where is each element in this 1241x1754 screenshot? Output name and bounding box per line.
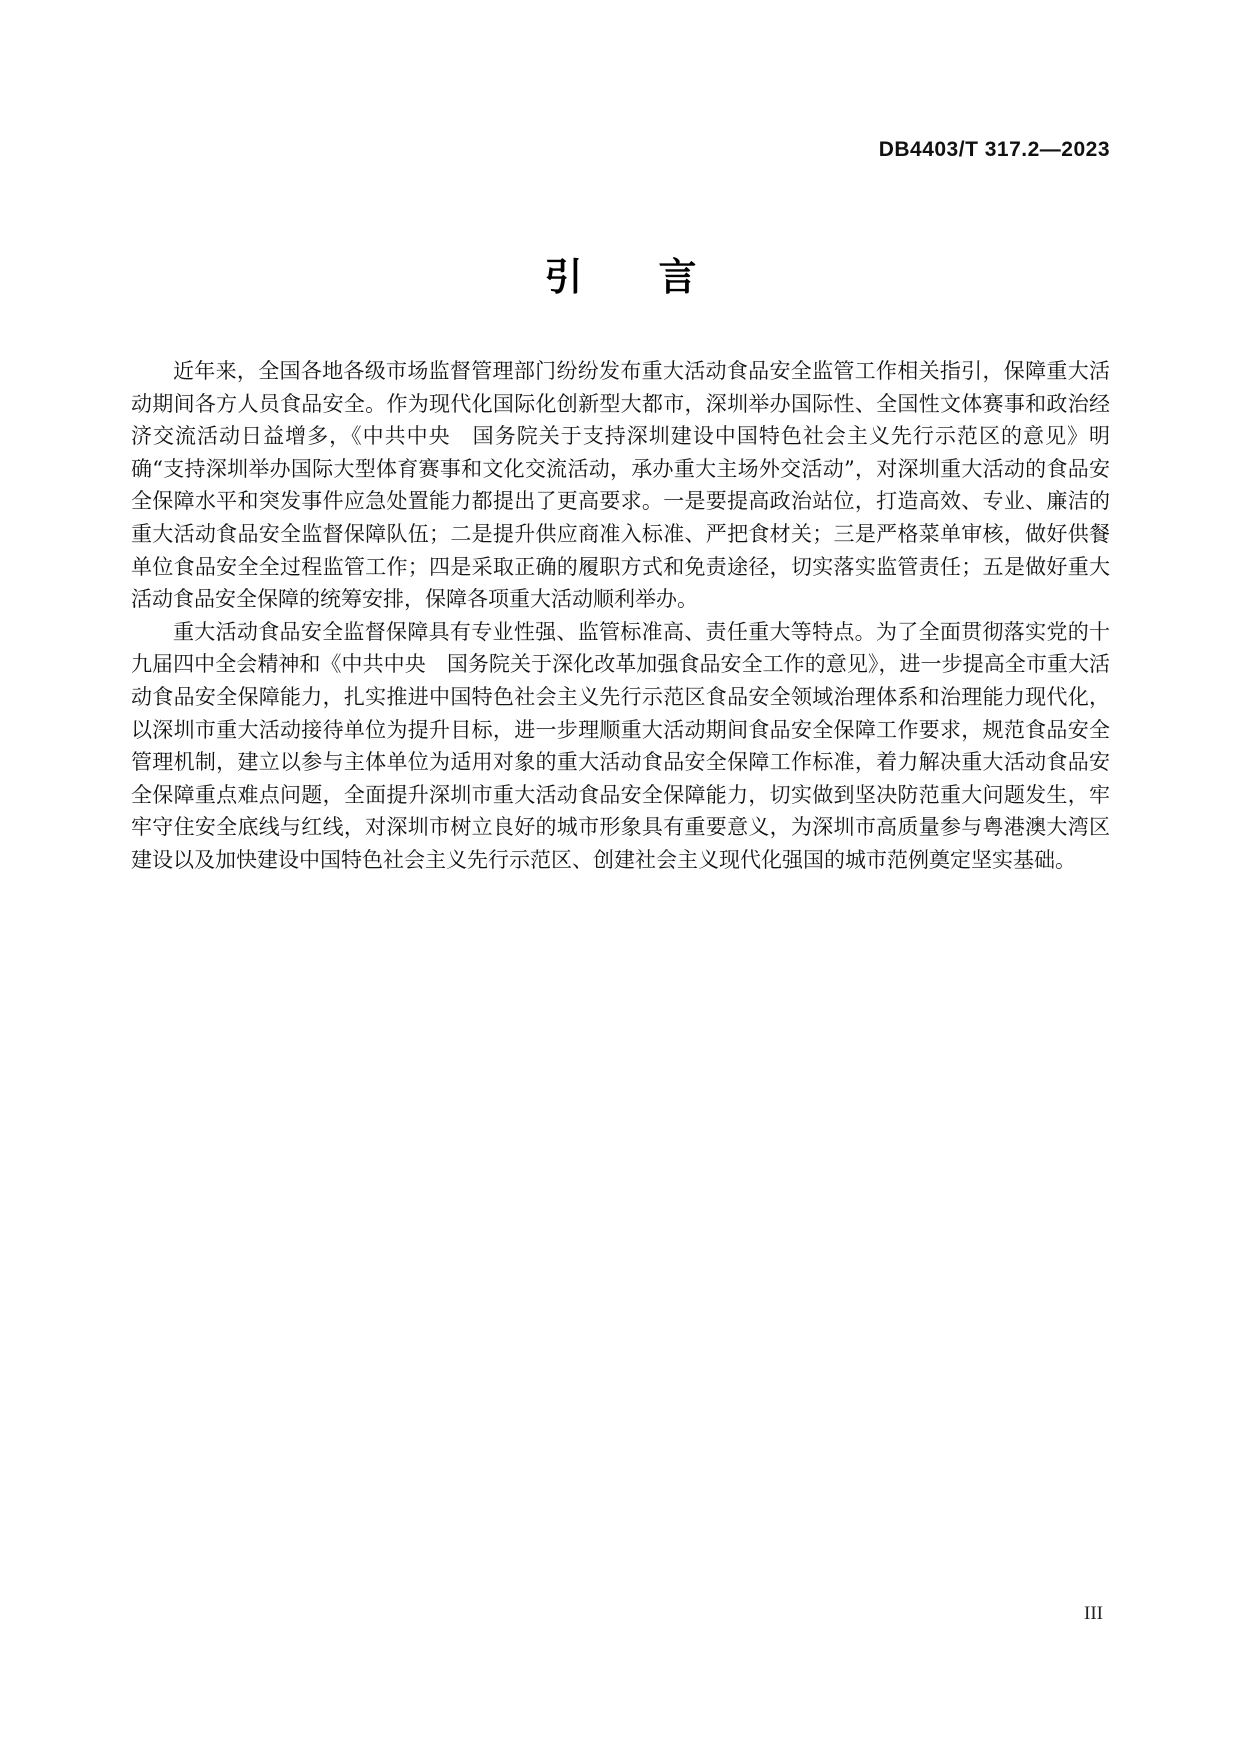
paragraph-intro-2: 重大活动食品安全监督保障具有专业性强、监管标准高、责任重大等特点。为了全面贯彻落实党的十九届四中全会精神和《中共中央 国务院关于深化改革加强食品安全工作的意见》，进一步提高全市重大活动食品安全保障能力，扎实推进中国特色社会主义先行示范区食品安全领域治理体系和治理能力现代化，以深圳市重大活动接待单位为提升目标，进一步理顺重大活动期间食品安全保障工作要求，规范食品安全管理机制，建立以参与主体单位为适用对象的重大活动食品安全保障工作标准，着力解决重大活动食品安全保障重点难点问题，全面提升深圳市重大活动食品安全保障能力，切实做到坚决防范重大问题发生，牢牢守住安全底线与红线，对深圳市树立良好的城市形象具有重要意义，为深圳市高质量参与粤港澳大湾区建设以及加快建设中国特色社会主义先行示范区、创建社会主义现代化强国的城市范例奠定坚实基础。 (131, 619, 1110, 872)
paragraph-intro-1: 近年来，全国各地各级市场监督管理部门纷纷发布重大活动食品安全监管工作相关指引，保障重大活动期间各方人员食品安全。作为现代化国际化创新型大都市，深圳举办国际性、全国性文体赛事和政治经济交流活动日益增多，《中共中央 国务院关于支持深圳建设中国特色社会主义先行示范区的意见》明确“支持深圳举办国际大型体育赛事和文化交流活动，承办重大主场外交活动”，对深圳重大活动的食品安全保障水平和突发事件应急处置能力都提出了更高要求。一是要提高政治站位，打造高效、专业、廉洁的重大活动食品安全监督保障队伍；二是提升供应商准入标准、严把食材关；三是严格菜单审核，做好供餐单位食品安全全过程监管工作；四是采取正确的履职方式和免责途径，切实落实监管责任；五是做好重大活动食品安全保障的统筹安排，保障各项重大活动顺利举办。 (131, 359, 1110, 612)
document-body (131, 355, 1110, 877)
page-number: III (1084, 1603, 1103, 1624)
page-title: 引 言 (544, 257, 697, 299)
doc-number: DB4403/T 317.2—2023 (878, 138, 1110, 161)
